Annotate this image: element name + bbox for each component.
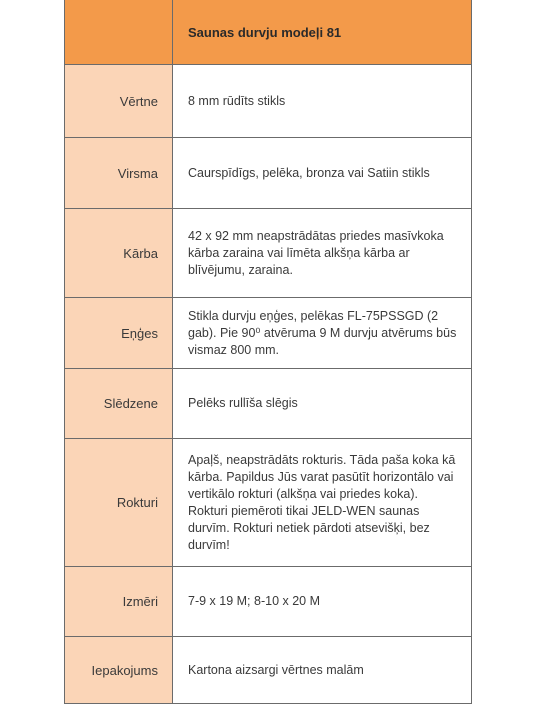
table-row bbox=[65, 65, 471, 138]
row-value: Stikla durvju eņģes, pelēkas FL-75PSSGD (2 gab). Pie 90⁰ atvēruma 9 M durvju atvērums būs vismaz 800 mm. bbox=[188, 308, 457, 357]
table-row bbox=[65, 439, 471, 567]
table-row bbox=[65, 209, 471, 298]
row-value: 8 mm rūdīts stikls bbox=[188, 93, 286, 108]
row-value: 7-9 x 19 M; 8-10 x 20 M bbox=[188, 594, 321, 608]
spec-table bbox=[64, 0, 472, 704]
header-empty-cell bbox=[65, 0, 173, 64]
row-label: Rokturi bbox=[65, 439, 173, 566]
row-label: Vērtne bbox=[65, 65, 173, 137]
table-row bbox=[65, 138, 471, 209]
table-row bbox=[65, 298, 471, 369]
row-value: Pelēks rullīša slēgis bbox=[188, 396, 298, 410]
row-label: Slēdzene bbox=[65, 369, 173, 438]
row-label: Virsma bbox=[65, 138, 173, 208]
row-value: Kartona aizsargi vērtnes malām bbox=[188, 662, 364, 677]
table-title: Saunas durvju modeļi 81 bbox=[173, 0, 471, 64]
row-value: 42 x 92 mm neapstrādātas priedes masīvkoka kārba zaraina vai līmēta alkšņa kārba ar blīvējumu, zaraina. bbox=[188, 228, 444, 277]
table-header-row bbox=[65, 0, 471, 65]
table-row bbox=[65, 369, 471, 439]
table-row bbox=[65, 567, 471, 637]
row-value: Apaļš, neapstrādāts rokturis. Tāda paša koka kā kārba. Papildus Jūs varat pasūtīt horizontālo vai vertikālo rokturi (alkšņa vai priedes koka). Rokturi piemēroti tikai JELD-WEN saunas durvīm. Rokturi netiek pārdoti atsevišķi, bez durvīm! bbox=[188, 452, 456, 552]
row-label: Kārba bbox=[65, 209, 173, 297]
row-label: Eņģes bbox=[65, 298, 173, 368]
row-value: Caurspīdīgs, pelēka, bronza vai Satiin stikls bbox=[188, 165, 430, 180]
row-label: Iepakojums bbox=[65, 637, 173, 703]
row-label: Izmēri bbox=[65, 567, 173, 636]
table-row bbox=[65, 637, 471, 704]
